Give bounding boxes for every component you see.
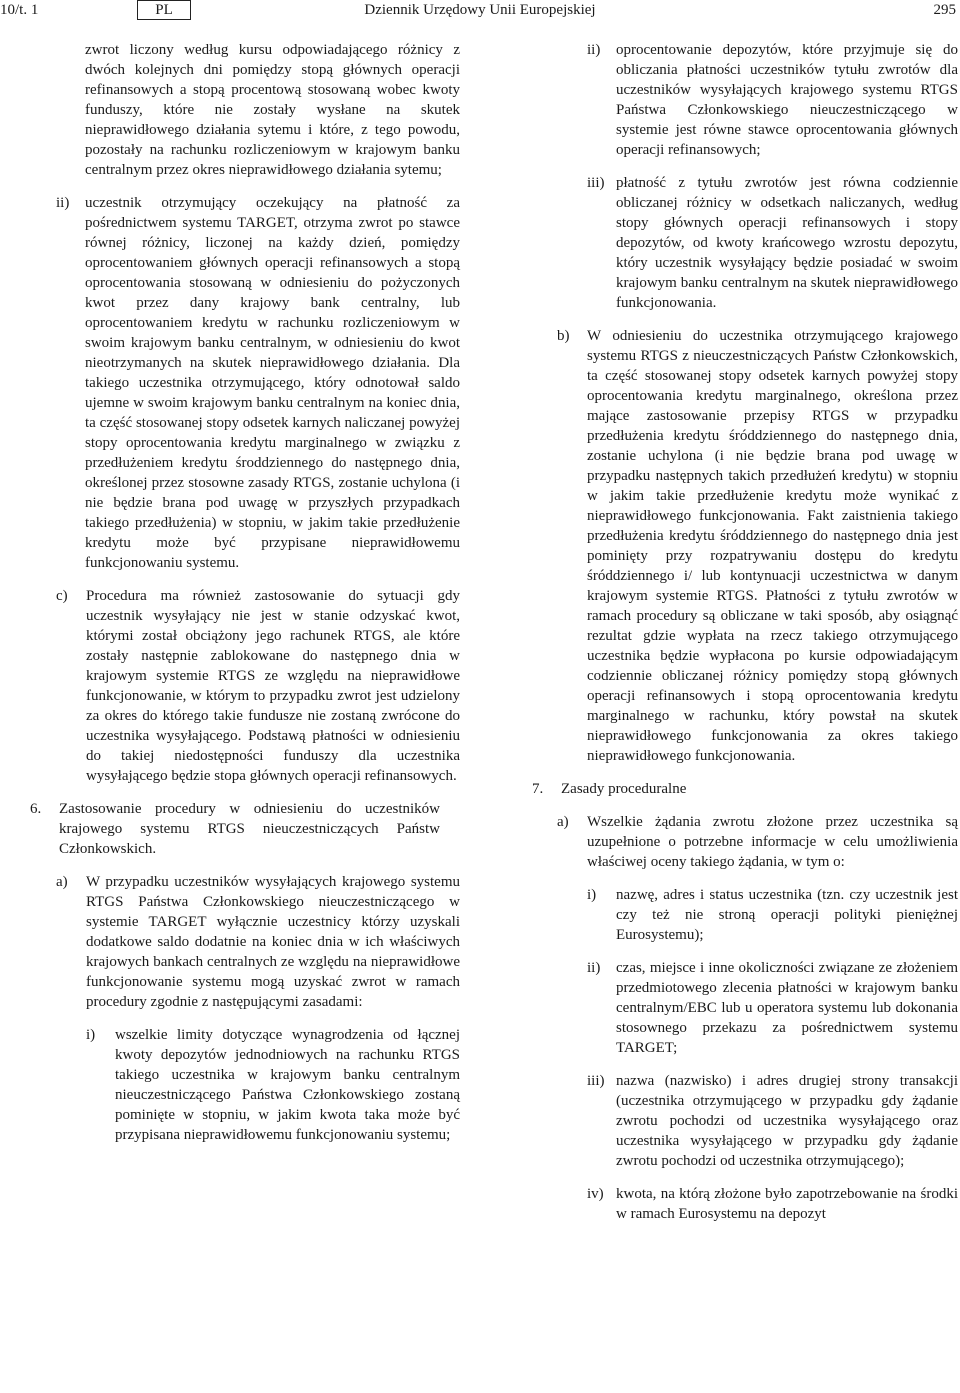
item-label: iii) [587,175,605,191]
list-item-a-iii [532,1071,958,1171]
item-text: czas, miejsce i inne okoliczności związane ze złożeniem przedmiotowego zlecenia płatności w krajowym banku centralnym/EBC lub u operatora systemu lub dokonania stosownego przekazu za pośrednictwem systemu TARGET; [616,960,958,1056]
item-label: b) [557,328,570,344]
list-item-a [30,872,460,1012]
list-item-b [532,326,958,766]
item-text: Wszelkie żądania zwrotu złożone przez uczestnika są uzupełnione o potrzebne informacje w celu umożliwienia właściwej oceny takiego żądania, w tym o: [587,814,958,870]
item-label: ii) [587,42,601,58]
list-item-a-i [30,1025,460,1145]
item-label: i) [86,1027,96,1043]
item-text: Procedura ma również zastosowanie do sytuacji gdy uczestnik wysyłający nie jest w stanie odzyskać kwot, którymi został obciążony jego rachunek RTGS, ale które zostały następnie zablokowane do następnego dnia w krajowym systemie RTGS ze względu na nieprawidłowe funkcjonowanie, w którym to przypadku zwrot jest udzielony za okres do którego takie fundusze nie zostaną zwrócone do uczestnika wysyłającego. Podstawą płatności w odniesieniu do takiej niedostępności funduszy dla uczestnika wysyłającego będzie stopa głównych operacji refinansowych. [86,588,460,784]
item-text: W przypadku uczestników wysyłających krajowego systemu RTGS Państwa Członkowskiego nieuczestniczącego w systemie TARGET wyłącznie uczestnicy którzy uzyskali dodatkowe saldo dodatnie na koniec dnia w ich właściwych krajowych bankach centralnych ze względu na nieprawidłowe funkcjonowanie systemu mogą uzyskać zwrot w ramach procedury zgodnie z następującymi zasadami: [86,874,460,1010]
item-text: nazwa (nazwisko) i adres drugiej strony transakcji (uczestnika otrzymującego w przypadku gdy żądanie zwrotu pochodzi od uczestnika wysyłającego oraz uczestnika wysyłającego w przypadku gdy żądanie zwrotu pochodzi od uczestnika otrzymującego); [616,1073,958,1169]
item-label: iii) [587,1073,605,1089]
list-item-ii [30,193,460,573]
item-text: W odniesieniu do uczestnika otrzymującego krajowego systemu RTGS z nieuczestniczących Państw Członkowskich, ta część stosowanej stopy odsetek karnych powyżej stopy oprocentowania kredytu marginalnego, określona przez mające zastosowanie przepisy RTGS w przypadku przedłużenia kredytu śróddziennego do następnego dnia, zostanie uchylona (i nie będzie brana pod uwagę w przypadku następnych takich przedłużeń kredytu) w stopniu w jakim takie przedłużenie kredytu może wynikać z nieprawidłowego funkcjonowania. Fakt zaistnienia takiego przedłużenia kredytu śróddziennego do następnego dnia jest pominięty przy rozpatrywaniu dostępu do kredytu śróddziennego i/ lub kontynuacji uczestnictwa w danym krajowym systemie RTGS. Płatności z tytułu zwrotów w ramach procedury są obliczane w taki sposób, aby osiągnąć rezultat gdzie wypłata na rzecz takiego otrzymującego uczestnika będzie wypłacona po kursie odpowiadającym codziennie obliczanej różnicy pomiędzy stopą głównych operacji refinansowych i stopą oprocentowania kredytu marginalnego w rachunku, który powstał na skutek nieprawidłowego funkcjonowania za okres takiego nieprawidłowego funkcjonowania. [587,328,958,764]
page-header [0,0,960,22]
section-heading: Zasady proceduralne [561,781,687,797]
list-item-iii [532,173,958,313]
list-item-a-iv [532,1184,958,1224]
list-item-a-ii [532,958,958,1058]
item-text: uczestnik otrzymujący oczekujący na płatność za pośrednictwem systemu TARGET, otrzyma zwrot po stawce równej różnicy, liczonej na każdy dzień, pomiędzy oprocentowaniem głównych operacji refinansowych a stopą oprocentowania stosowaną w odniesieniu do pożyczonych kwot przez dany krajowy bank centralny, lub oprocentowaniem kredytu w rachunku rozliczeniowym w swoim krajowym banku centralnym, w odniesieniu do kwot nieotrzymanych na skutek nieprawidłowego działania. Dla takiego uczestnika otrzymującego, który odnotował saldo ujemne w swoim krajowym banku centralnym na koniec dnia, ta część stosowanej stopy odsetek karnych naliczanej powyżej stopy oprocentowania kredytu marginalnego w związku z przedłużeniem kredytu środdziennego do następnego dnia, określonej przez stosowne zasady RTGS, zostanie uchylona (i nie będzie brana pod uwagę w przyszłych przypadkach takiego przedłużenia) w stopniu, w jakim takie przedłużenie kredytu może być przypisane nieprawidłowemu funkcjonowaniu systemu. [85,195,460,571]
language-code-box: PL [137,0,191,20]
section-heading: Zastosowanie procedury w odniesieniu do uczestników krajowego systemu RTGS nieuczestniczących Państw Członkowskich. [59,801,440,857]
item-label: ii) [587,960,601,976]
list-item-a-i [532,885,958,945]
section-number: 6. [30,801,42,817]
continued-paragraph [30,40,460,180]
list-item-c [30,586,460,786]
journal-title: Dziennik Urzędowy Unii Europejskiej [364,2,596,18]
item-text: płatność z tytułu zwrotów jest równa codziennie obliczanej różnicy w odsetkach naliczanych, według stopy głównych operacji refinansowych i stopy depozytów, od kwoty krańcowego wzrostu depozytu, który uczestnik wysyłający będzie posiadać w swoim krajowym banku centralnym na skutek nieprawidłowego funkcjonowania. [616,175,958,311]
item-text: nazwę, adres i status uczestnika (tzn. czy uczestnik jest czy też nie stroną operacji polityki pieniężnej Eurosystemu); [616,887,958,943]
item-label: c) [56,588,68,604]
item-label: iv) [587,1186,604,1202]
page-number: 295 [933,2,956,18]
list-item-ii [532,40,958,160]
left-column [30,40,460,1145]
item-text: kwota, na którą złożone było zapotrzebowanie na środki w ramach Eurosystemu na depozyt [616,1186,958,1222]
item-label: i) [587,887,597,903]
item-label: a) [557,814,569,830]
item-label: ii) [56,195,70,211]
section-number: 7. [532,781,544,797]
issue-number: 10/t. 1 [0,2,39,18]
paragraph-text: zwrot liczony według kursu odpowiadającego różnicy z dwóch kolejnych dni pomiędzy stopą głównych operacji refinansowych a stopą procentową stosowaną wobec kwoty funduszy, które nie zostały wysłane na skutek nieprawidłowego działania sytemu i które, z tego powodu, pozostały na rachunku rozliczeniowym w krajowym banku centralnym przez okres nieprawidłowego działania sytemu; [85,42,460,178]
section-7 [532,779,958,799]
right-column [532,40,958,1224]
item-label: a) [56,874,68,890]
section-6 [30,799,460,859]
item-text: wszelkie limity dotyczące wynagrodzenia od łącznej kwoty depozytów jednodniowych na rachunku RTGS takiego uczestnika w krajowym banku centralnym nieuczestniczącego Państwa Członkowskiego zostaną pominięte w stopniu, w jakim kwota taka może być przypisana nieprawidłowemu funkcjonowaniu systemu; [115,1027,460,1143]
item-text: oprocentowanie depozytów, które przyjmuje się do obliczania płatności uczestników tytułu zwrotów dla uczestników wysyłających krajowego systemu RTGS Państwa Członkowskiego nieuczestniczącego w systemie jest równe stawce oprocentowania głównych operacji refinansowych; [616,42,958,158]
list-item-a [532,812,958,872]
